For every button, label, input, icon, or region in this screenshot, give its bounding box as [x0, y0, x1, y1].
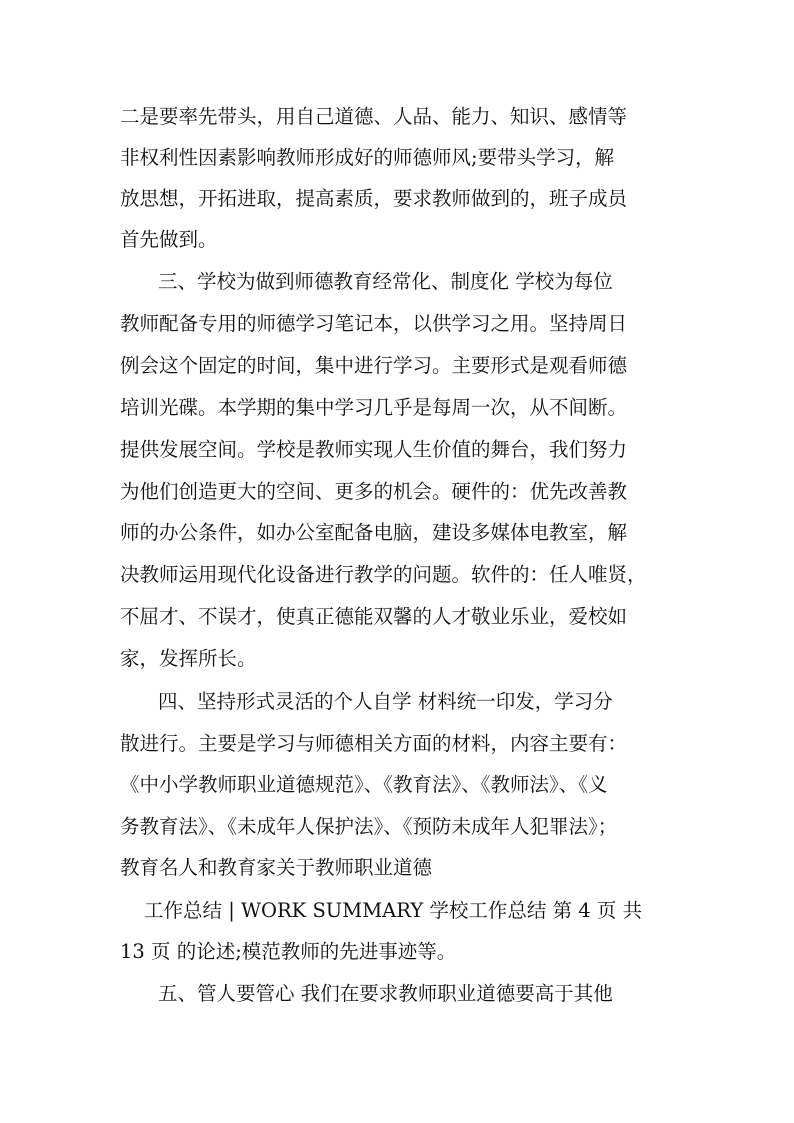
text-line-16: 散进行。主要是学习与师德相关方面的材料，内容主要有：: [120, 732, 628, 755]
text-line-10: 为他们创造更大的空间、更多的机会。硬件的：优先改善教: [120, 480, 628, 503]
section-four-heading-line: 四、坚持形式灵活的个人自学 材料统一印发，学习分: [158, 690, 613, 713]
text-line-11: 师的办公条件，如办公室配备电脑，建设多媒体电教室，解: [120, 521, 628, 544]
text-line-13: 不屈才、不误才，使真正德能双馨的人才敬业乐业，爱校如: [120, 605, 628, 628]
text-line-4: 首先做到。: [120, 228, 218, 251]
text-line-2: 非权利性因素影响教师形成好的师德师风;要带头学习，解: [120, 146, 615, 169]
text-line-21: 13 页 的论述;模范教师的先进事迹等。: [120, 940, 457, 963]
text-line-7: 例会这个固定的时间，集中进行学习。主要形式是观看师德: [120, 354, 628, 377]
text-line-18: 务教育法》、《未成年人保护法》、《预防未成年人犯罪法》；: [120, 815, 618, 838]
text-line-17: 《中小学教师职业道德规范》、《教育法》、《教师法》、《义: [120, 773, 608, 796]
text-line-6: 教师配备专用的师德学习笔记本，以供学习之用。坚持周日: [120, 312, 628, 335]
page-footer-line: 工作总结 | WORK SUMMARY 学校工作总结 第 4 页 共: [144, 899, 643, 922]
text-line-8: 培训光碟。本学期的集中学习几乎是每周一次，从不间断。: [120, 396, 628, 419]
text-line-1: 二是要率先带头，用自己道德、人品、能力、知识、感情等: [120, 105, 628, 128]
text-line-9: 提供发展空间。学校是教师实现人生价值的舞台，我们努力: [120, 438, 628, 461]
text-line-3: 放思想，开拓进取，提高素质，要求教师做到的，班子成员: [120, 187, 628, 210]
text-line-14: 家，发挥所长。: [120, 647, 257, 670]
text-line-19: 教育名人和教育家关于教师职业道德: [120, 856, 433, 879]
section-five-heading-line: 五、管人要管心 我们在要求教师职业道德要高于其他: [158, 982, 613, 1005]
section-three-heading-line: 三、学校为做到师德教育经常化、制度化 学校为每位: [158, 270, 613, 293]
text-line-12: 决教师运用现代化设备进行教学的问题。软件的：任人唯贤，: [120, 563, 647, 586]
